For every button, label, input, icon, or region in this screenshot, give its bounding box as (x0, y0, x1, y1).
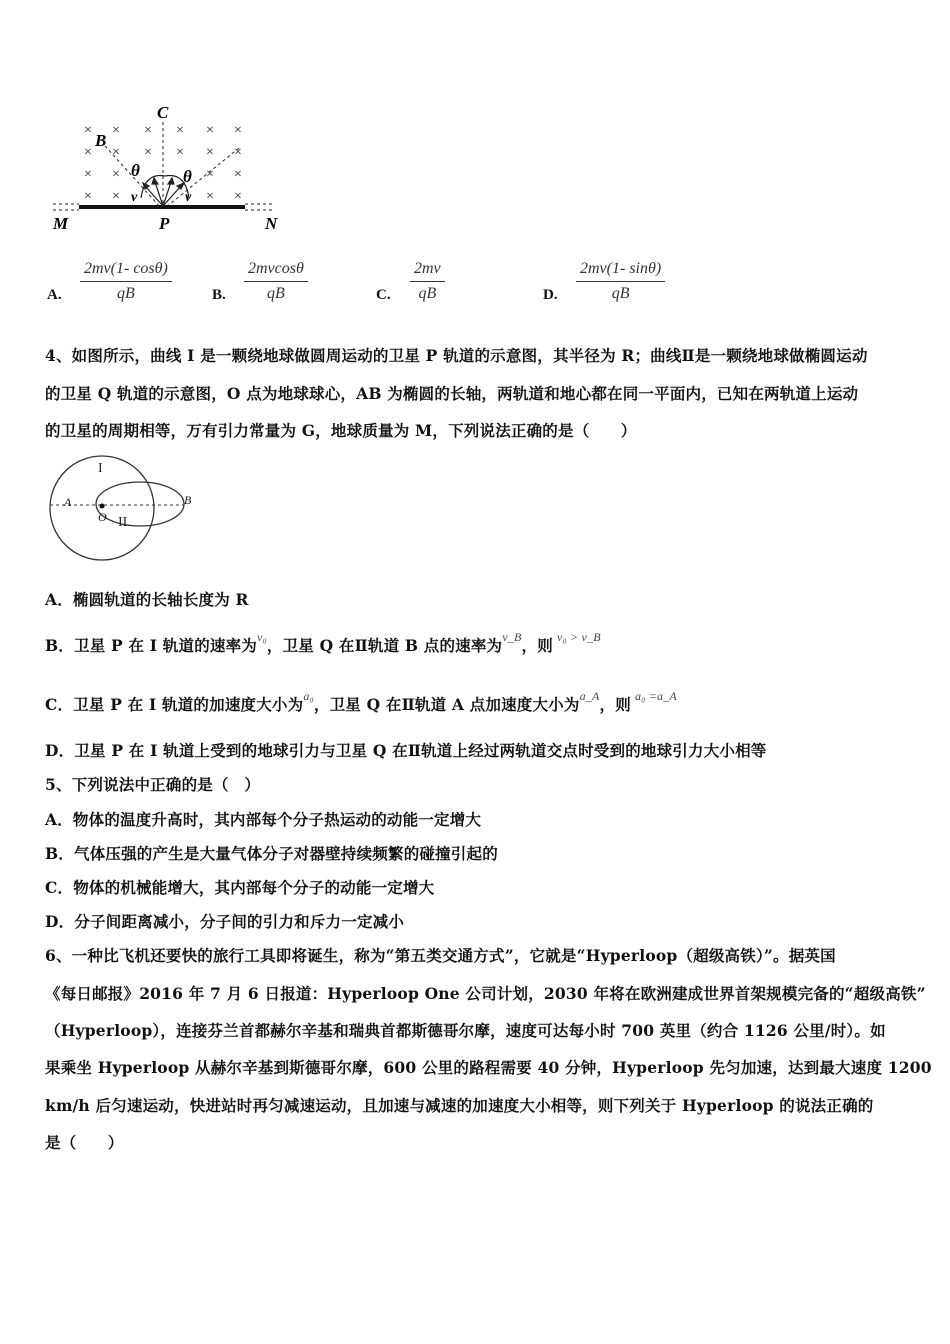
q6-stem-line1: 6、一种比飞机还要快的旅行工具即将诞生，称为“第五类交通方式”，它就是“Hyperloop（超级高铁）”。据英国 (45, 946, 836, 965)
q3-b-numerator: 2mvcosθ (244, 260, 308, 282)
field-x-mark: × (206, 189, 214, 204)
q4-b-vb: v_B (502, 630, 522, 644)
q3-a-numerator: 2mv(1- cosθ) (80, 260, 172, 282)
q4-c-text1: C．卫星 P 在 I 轨道的加速度大小为 (45, 695, 304, 714)
label-v-left: v (131, 190, 138, 205)
q3-a-denominator: qB (117, 285, 135, 302)
q4-c-text3: ，则 (599, 695, 631, 714)
label-p: P (159, 214, 170, 233)
field-x-mark: × (176, 123, 184, 138)
field-x-mark: × (84, 123, 92, 138)
field-x-mark: × (206, 123, 214, 138)
field-x-mark: × (234, 189, 242, 204)
field-x-mark: × (144, 123, 152, 138)
q4-option-d[interactable]: D．卫星 P 在 I 轨道上受到的地球引力与卫星 Q 在Ⅱ轨道上经过两轨道交点时受到的地球引力大小相等 (45, 741, 767, 760)
q3-option-b-label[interactable]: B. (212, 287, 226, 303)
q4-option-c[interactable] (45, 689, 677, 715)
orbit-figure (44, 452, 214, 566)
q3-b-denominator: qB (267, 285, 285, 302)
field-x-mark: × (112, 189, 120, 204)
q4-stem-line3: 的卫星的周期相等，万有引力常量为 G，地球质量为 M，下列说法正确的是（ ） (45, 421, 637, 440)
q6-stem-line5: km/h 后匀速运动，快进站时再匀减速运动，且加速与减速的加速度大小相等，则下列关于 Hyperloop 的说法正确的 (45, 1096, 874, 1115)
q4-b-relation: v₀ > v_B (556, 630, 601, 644)
label-orbit-i: I (98, 461, 103, 476)
label-m: M (53, 214, 69, 233)
magnetic-field-figure (45, 98, 285, 238)
field-x-mark: × (112, 123, 120, 138)
q3-d-numerator: 2mv(1- sinθ) (576, 260, 665, 282)
q3-option-b-fraction (244, 260, 308, 303)
field-x-mark: × (84, 167, 92, 182)
q5-option-b[interactable]: B．气体压强的产生是大量气体分子对器壁持续频繁的碰撞引起的 (45, 844, 498, 863)
q5-stem: 5、下列说法中正确的是（ ） (45, 775, 261, 794)
q3-option-a-label[interactable]: A. (47, 287, 62, 303)
field-x-mark: × (206, 145, 214, 160)
field-x-mark: × (176, 145, 184, 160)
q6-stem-line2: 《每日邮报》2016 年 7 月 6 日报道：Hyperloop One 公司计划，2030 年将在欧洲建成世界首架规模完备的“超级高铁” (45, 984, 926, 1003)
field-x-mark: × (206, 167, 214, 182)
elliptical-orbit-ii (96, 482, 184, 526)
q3-option-d-label[interactable]: D. (543, 287, 558, 303)
q4-b-text2: ，卫星 Q 在Ⅱ轨道 B 点的速率为 (266, 636, 503, 655)
q3-option-d-fraction (576, 260, 665, 303)
label-orbit-ii: II (118, 515, 128, 530)
field-x-mark: × (234, 123, 242, 138)
q4-b-text3: ，则 (521, 636, 553, 655)
field-x-mark: × (84, 145, 92, 160)
q4-stem-line2: 的卫星 Q 轨道的示意图，O 点为地球球心，AB 为椭圆的长轴，两轨道和地心都在同一平面内，已知在两轨道上运动 (45, 384, 859, 403)
label-o: O (98, 510, 107, 524)
q3-c-numerator: 2mv (410, 260, 445, 282)
q4-c-text2: ，卫星 Q 在Ⅱ轨道 A 点加速度大小为 (313, 695, 580, 714)
q4-option-a[interactable]: A．椭圆轨道的长轴长度为 R (45, 590, 249, 609)
q6-stem-line4: 果乘坐 Hyperloop 从赫尔辛基到斯德哥尔摩，600 公里的路程需要 40 分钟，Hyperloop 先匀加速，达到最大速度 1200 (45, 1058, 932, 1077)
q4-c-aa: a_A (579, 689, 600, 703)
label-a: A (64, 495, 72, 509)
q5-option-a[interactable]: A．物体的温度升高时，其内部每个分子热运动的动能一定增大 (45, 810, 482, 829)
q4-b-v0: v₀ (257, 630, 267, 644)
field-x-mark: × (234, 145, 242, 160)
q3-option-c-label[interactable]: C. (376, 287, 391, 303)
label-theta-right: θ (183, 167, 192, 186)
q4-option-b[interactable] (45, 630, 601, 656)
q3-d-denominator: qB (611, 285, 630, 302)
field-x-mark: × (112, 167, 120, 182)
field-x-mark: × (84, 189, 92, 204)
q4-stem-line1: 4、如图所示，曲线 I 是一颗绕地球做圆周运动的卫星 P 轨道的示意图，其半径为 R；曲线Ⅱ是一颗绕地球做椭圆运动 (45, 346, 868, 365)
label-v-right: v (185, 190, 192, 205)
q3-option-c-fraction (410, 260, 445, 303)
field-x-mark: × (144, 145, 152, 160)
field-x-mark: × (234, 167, 242, 182)
q3-c-denominator: qB (418, 285, 437, 302)
earth-center-dot (100, 504, 105, 509)
q4-b-text1: B．卫星 P 在 I 轨道的速率为 (45, 636, 257, 655)
q6-stem-line6: 是（ ） (45, 1133, 124, 1152)
label-b: B (95, 131, 107, 150)
q4-c-a0: a₀ (303, 689, 314, 703)
q4-c-relation: a₀ =a_A (634, 689, 677, 703)
label-c: C (157, 103, 169, 122)
label-theta-left: θ (131, 161, 140, 180)
label-b: B (184, 493, 192, 507)
field-x-mark: × (112, 145, 120, 160)
q5-option-d[interactable]: D．分子间距离减小，分子间的引力和斥力一定减小 (45, 912, 405, 931)
q3-option-a-fraction (80, 260, 172, 303)
q5-option-c[interactable]: C．物体的机械能增大，其内部每个分子的动能一定增大 (45, 878, 435, 897)
label-n: N (265, 214, 278, 233)
q6-stem-line3: （Hyperloop），连接芬兰首都赫尔辛基和瑞典首都斯德哥尔摩，速度可达每小时 700 英里（约合 1126 公里/时）。如 (45, 1021, 886, 1040)
